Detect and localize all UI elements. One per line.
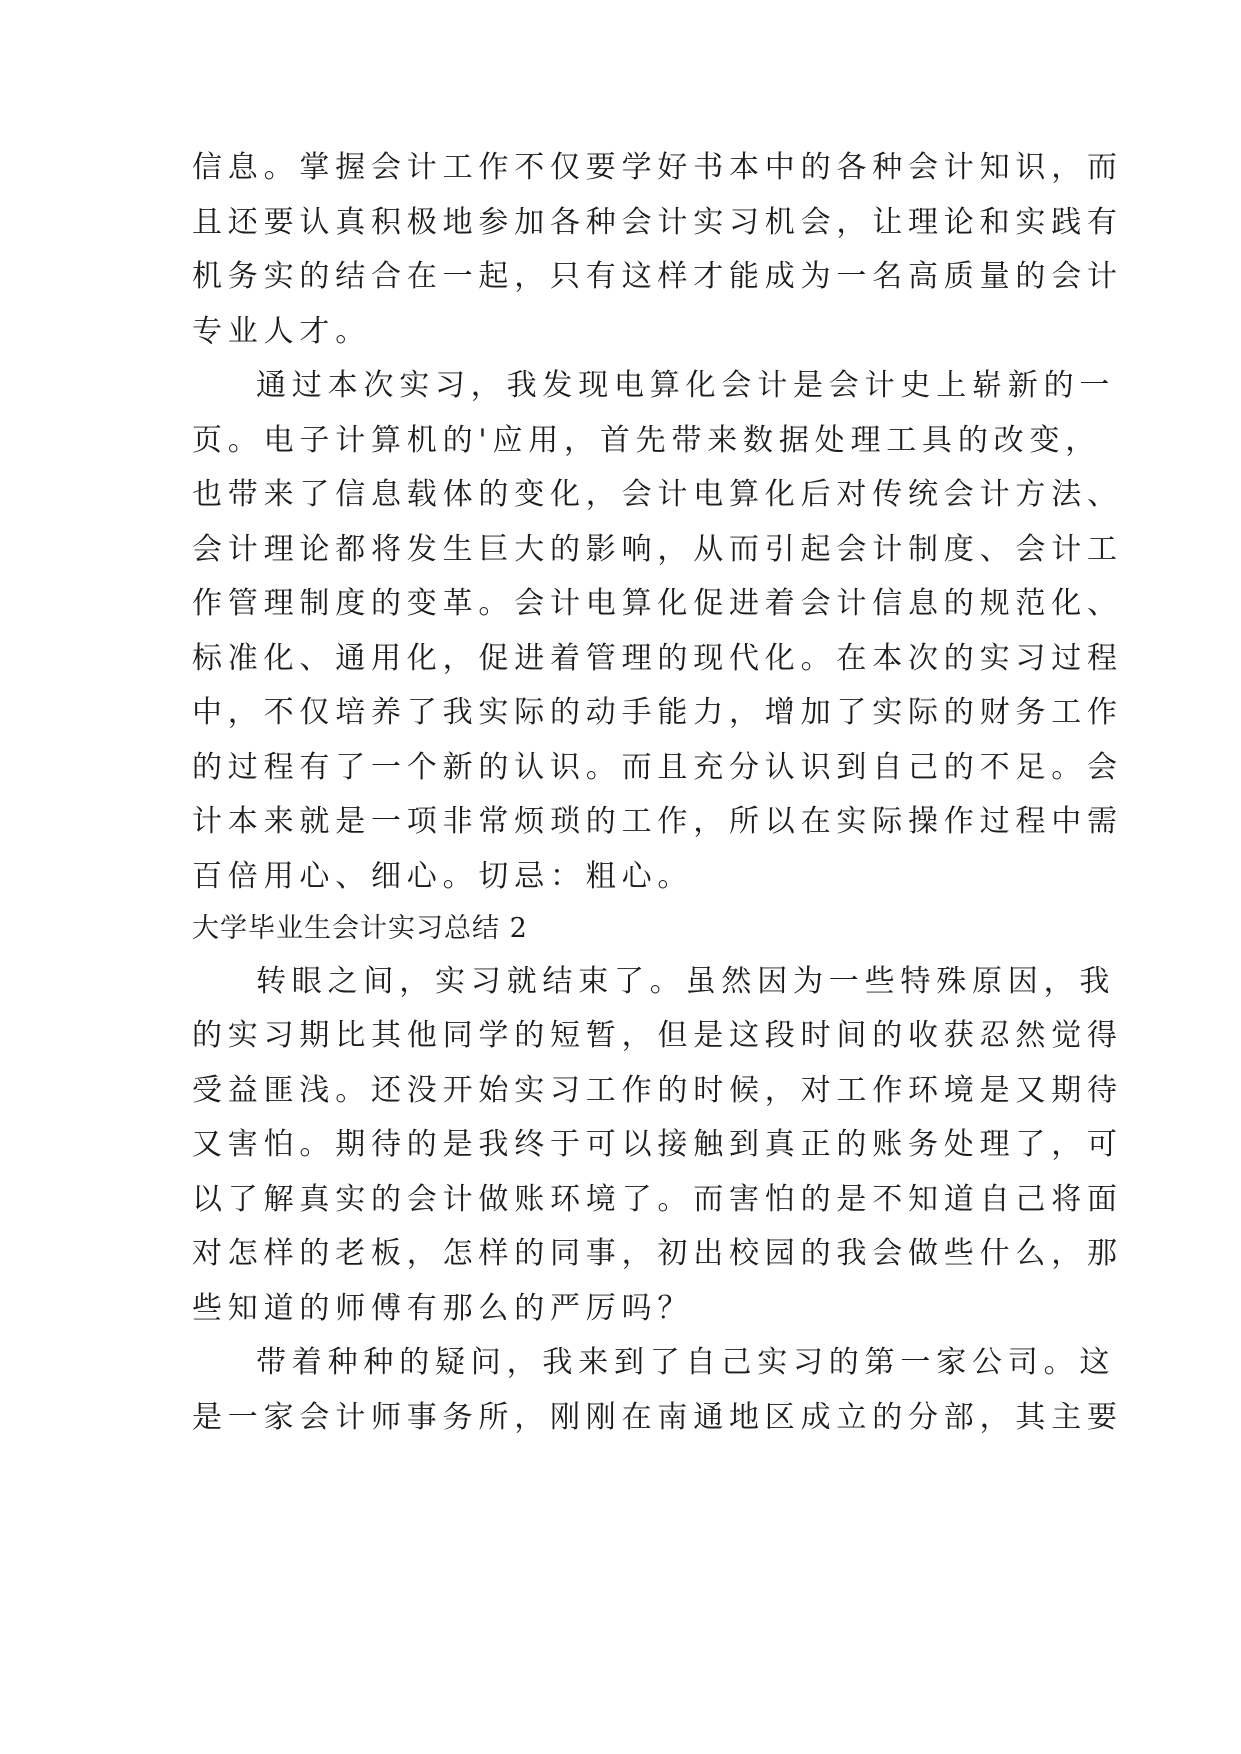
paragraph-line: 也带来了信息载体的变化，会计电算化后对传统会计方法、 [192, 477, 1123, 512]
paragraph-line: 是一家会计师事务所，刚刚在南通地区成立的分部，其主要 [192, 1400, 1123, 1435]
section-heading: 大学毕业生会计实习总结 2 [192, 913, 528, 944]
paragraph-line: 又害怕。期待的是我终于可以接触到真正的账务处理了，可 [192, 1127, 1123, 1162]
paragraph-line: 机务实的结合在一起，只有这样才能成为一名高质量的会计 [192, 259, 1123, 294]
paragraph-line: 且还要认真积极地参加各种会计实习机会，让理论和实践有 [192, 205, 1123, 240]
paragraph-line: 专业人才。 [192, 314, 371, 349]
paragraph-line: 以了解真实的会计做账环境了。而害怕的是不知道自己将面 [192, 1182, 1123, 1217]
paragraph-line: 中，不仅培养了我实际的动手能力，增加了实际的财务工作 [192, 695, 1123, 730]
paragraph-line: 作管理制度的变革。会计电算化促进着会计信息的规范化、 [192, 586, 1123, 621]
paragraph-line: 对怎样的老板，怎样的同事，初出校园的我会做些什么，那 [192, 1236, 1123, 1271]
paragraph-line: 带着种种的疑问，我来到了自己实习的第一家公司。这 [256, 1345, 1116, 1380]
paragraph-line: 百倍用心、细心。切忌：粗心。 [192, 859, 694, 894]
paragraph-line: 的过程有了一个新的认识。而且充分认识到自己的不足。会 [192, 750, 1123, 785]
paragraph-line: 些知道的师傅有那么的严厉吗？ [192, 1291, 694, 1326]
paragraph-line: 转眼之间，实习就结束了。虽然因为一些特殊原因，我 [256, 964, 1116, 999]
paragraph-line: 标准化、通用化，促进着管理的现代化。在本次的实习过程 [192, 641, 1123, 676]
paragraph-line: 计本来就是一项非常烦琐的工作，所以在实际操作过程中需 [192, 804, 1123, 839]
paragraph-line: 会计理论都将发生巨大的影响，从而引起会计制度、会计工 [192, 532, 1123, 567]
paragraph-line: 通过本次实习，我发现电算化会计是会计史上崭新的一 [256, 368, 1116, 403]
paragraph-line: 页。电子计算机的'应用，首先带来数据处理工具的改变， [192, 423, 1102, 458]
paragraph-line: 信息。掌握会计工作不仅要学好书本中的各种会计知识，而 [192, 150, 1123, 185]
paragraph-line: 受益匪浅。还没开始实习工作的时候，对工作环境是又期待 [192, 1073, 1123, 1108]
paragraph-line: 的实习期比其他同学的短暂，但是这段时间的收获忍然觉得 [192, 1018, 1123, 1053]
